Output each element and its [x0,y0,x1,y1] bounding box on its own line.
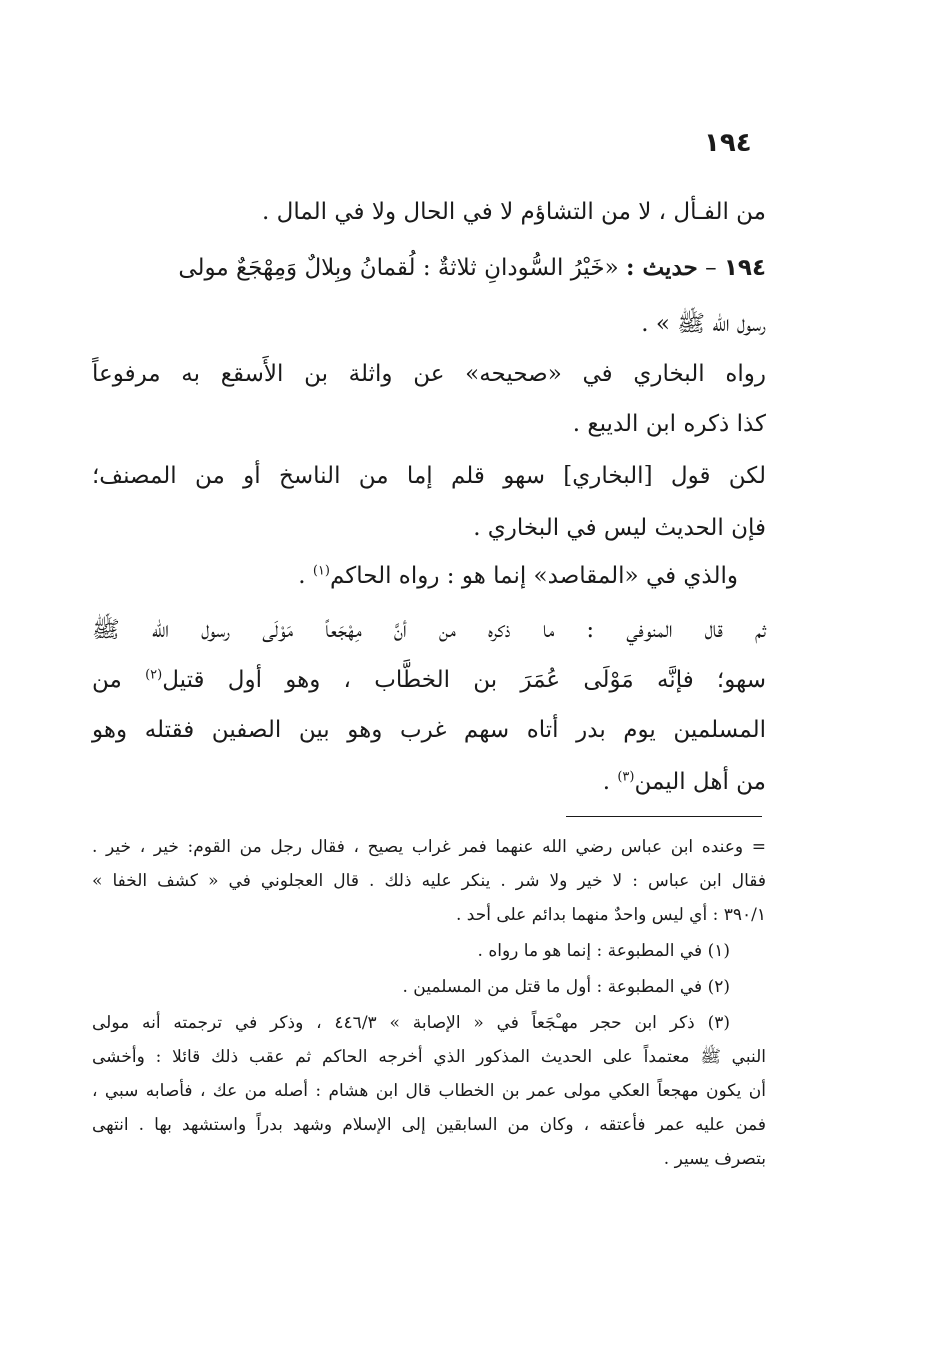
footnote-line: فقال ابن عباس : لا خير ولا شر . ينكر عليه ذلك . قال العجلوني في « كشف الخفا » [92,871,766,891]
footnote-line: = وعنده ابن عباس رضي الله عنهما فمر غراب يصيح ، فقال رجل من القوم: خير ، خير . [92,837,766,857]
text-line: من الفـأل ، لا من التشاؤم لا في الحال ولا في المال . [262,199,766,225]
page-number: ١٩٤ [704,128,752,158]
footnote-line: النبي ﷺ معتمداً على الحديث المذكور الذي أخرجه الحاكم ثم عقب ذلك قائلا : وأخشى [92,1047,766,1067]
text-run: من أهل اليمن [634,769,766,795]
text-run: . [602,769,618,795]
hadith-text: «خَيْرُ السُّودانِ ثلاثةٌ : لُقمانُ وبِلالٌ وَمِهْجَعٌ مولى [178,255,619,281]
text-line: رواه البخاري في «صحيحه» عن واثلة بن الأَسقع به مرفوعاً [92,361,766,387]
hadith-heading-line [178,244,766,292]
text-line [298,552,738,600]
footnote-ref-3: (٣) [617,769,635,785]
footnote-line: فمن عليه عمر فأعتقه ، وكان من السابقين إلى الإسلام وشهد بدراً واستشهد بها . انتهى [92,1115,766,1135]
text-line: كذا ذكره ابن الديبع . [572,411,766,437]
hadith-number: ١٩٤ [723,255,766,281]
footnote-3: (٣) ذكر ابن حجر مهـْجَعاً في « الإصابة » ٤٤٦/٣ ، وذكر في ترجمته أنه مولى [92,1013,730,1033]
footnote-ref-2: (٢) [145,667,163,683]
text-line: ثم قال المنوفي : ما ذكره من أنَّ مِهْجَعاً مَوْلَى رسول الله ﷺ [92,617,766,643]
text-run: . [298,563,313,589]
footnote-line: أن يكون مهجعاً العكي مولى عمر بن الخطاب قال ابن هشام : أصله من عك ، فأصابه سبي ، [92,1081,766,1101]
text-line: فإن الحديث ليس في البخاري . [473,515,766,541]
hadith-label: حديث : [625,254,698,281]
text-run: سهو؛ فإنَّه مَوْلَى عُمَرَ بن الخطَّاب ، وهو أول قتيل [162,667,767,693]
text-line: المسلمين يوم بدر أتاه سهم غرب وهو بين الصفين فقتله وهو [92,717,766,743]
text-line [603,758,766,806]
footnote-1: (١) في المطبوعة : إنما هو ما رواه . [477,941,730,961]
text-run: والذي في «المقاصد» إنما هو : رواه الحاكم [329,563,738,589]
footnote-line: ٣٩٠/١ : أي ليس واحدٌ منهما بدائم على أحد . [455,905,766,925]
footnote-ref-1: (١) [312,563,330,579]
footnote-line: بتصرف يسير . [663,1149,766,1169]
text-line: لكن قول [البخاري] سهو قلم إما من الناسخ أو من المصنف؛ [92,463,766,489]
hadith-dash: – [705,255,717,281]
hadith-text-continued: رسول الله ﷺ » . [641,311,766,337]
footnote-2: (٢) في المطبوعة : أول ما قتل من المسلمين . [402,977,730,997]
text-line [92,656,766,704]
text-run: من [92,667,146,693]
footnote-divider [566,816,762,817]
